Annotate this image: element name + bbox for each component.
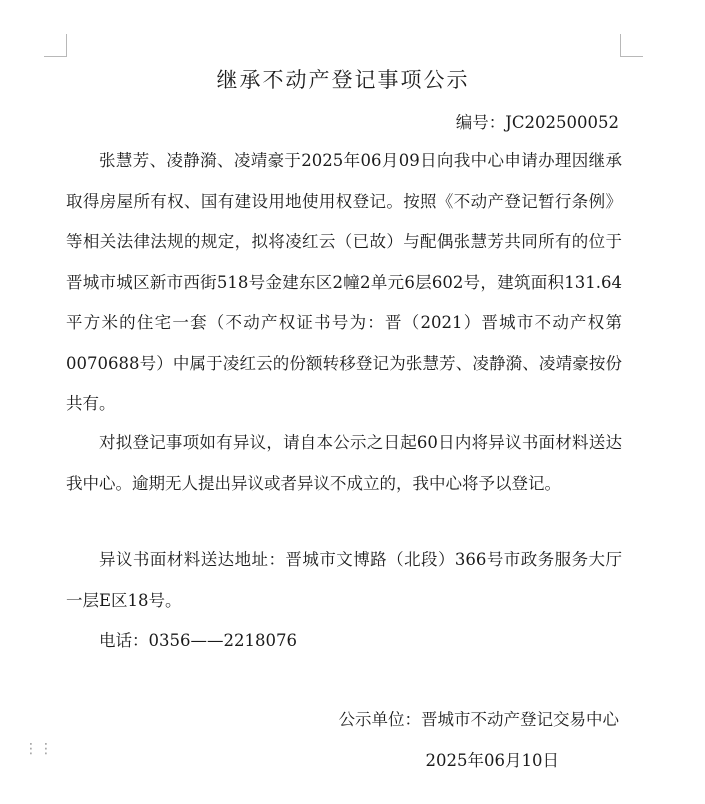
document-title: 继承不动产登记事项公示 — [216, 68, 470, 92]
paragraph-objection-notice: 对拟登记事项如有异议，请自本公示之日起60日内将异议书面材料送达我中心。逾期无人提出异议或者异议不成立的，我中心将予以登记。 — [66, 433, 622, 493]
crop-mark-top-left — [44, 34, 67, 57]
drag-handle-icon[interactable]: ⋮⋮ — [24, 741, 54, 757]
paragraph-phone: 电话：0356——2218076 — [99, 631, 297, 650]
document-number: 编号：JC202500052 — [455, 113, 619, 132]
paragraph-application: 张慧芳、凌静漪、凌靖豪于2025年06月09日向我中心申请办理因继承取得房屋所有权、国有建设用地使用权登记。按照《不动产登记暂行条例》等相关法律法规的规定，拟将凌红云（已故）与配偶张慧芳共同所有的位于晋城市城区新市西街518号金建东区2幢2单元6层602号，建筑面积131.64平方米的住宅一套（不动产权证书号为：晋（2021）晋城市不动产权第0070688号）中属于凌红云的份额转移登记为张慧芳、凌静漪、凌靖豪按份共有。 — [66, 151, 622, 413]
paragraph-objection-address: 异议书面材料送达地址：晋城市文博路（北段）366号市政务服务大厅一层E区18号。 — [66, 550, 622, 610]
crop-mark-top-right — [620, 34, 643, 57]
signature-date: 2025年06月10日 — [425, 751, 559, 770]
signature-unit: 公示单位：晋城市不动产登记交易中心 — [338, 710, 619, 729]
